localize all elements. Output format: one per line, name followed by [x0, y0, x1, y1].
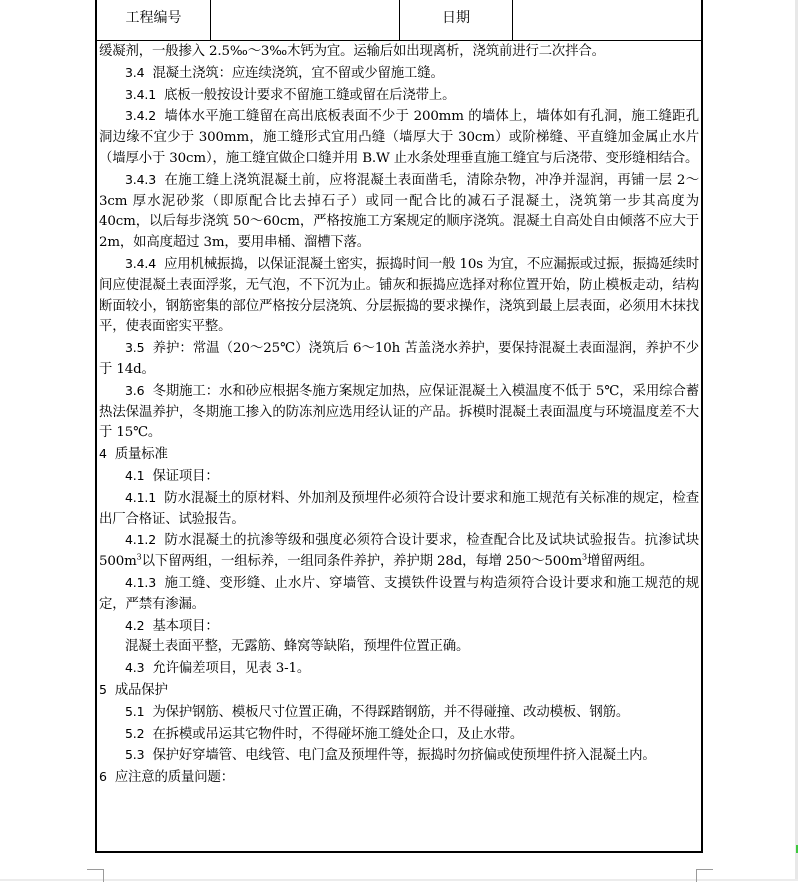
section-text: 保护好穿墙管、电线管、电门盒及预埋件等，振捣时勿挤偏或使预埋件挤入混凝土内。: [152, 748, 656, 764]
section-number: 3.6: [125, 382, 145, 398]
date-label: 日期: [400, 0, 513, 40]
section-text: 防水混凝土的抗渗等级和强度必须符合设计要求，检查配合比及试块试验报告。抗渗试块 500m: [99, 533, 699, 570]
section-4-heading: [99, 444, 699, 466]
section-number: 4.1.1: [125, 489, 157, 505]
section-title: 成品保护: [114, 682, 168, 698]
section-text: 冬期施工：水和砂应根据冬施方案规定加热，应保证混凝土入模温度不低于 5℃，采用综合蓄热法保温养护，冬期施工掺入的防冻剂应选用经认证的产品。拆模时混凝土表面温度与环境温度差不大于 15℃。: [99, 383, 699, 441]
section-number: 3.4.2: [125, 108, 157, 124]
section-3-4-3: [99, 170, 699, 254]
superscript: 3: [582, 552, 587, 562]
section-5-3: [99, 745, 699, 767]
section-4-2-body: 混凝土表面平整，无露筋、蜂窝等缺陷，预埋件位置正确。: [125, 639, 470, 655]
section-number: 3.4.3: [125, 171, 157, 187]
date-field[interactable]: [513, 0, 701, 40]
section-text: 保证项目：: [152, 468, 219, 484]
section-number: 4.1.3: [125, 574, 157, 590]
section-text: 为保护钢筋、模板尺寸位置正确，不得踩踏钢筋，并不得碰撞、改动模板、钢筋。: [152, 704, 630, 720]
section-4-1-3: [99, 573, 699, 616]
page-corner-mark-right: [696, 869, 713, 882]
section-text: 养护：常温（20～25℃）浇筑后 6～10h 苫盖浇水养护，要保持混凝土表面湿润，养护不少于 14d。: [99, 341, 699, 377]
section-number: 5.3: [125, 747, 145, 763]
paragraph: 缓凝剂，一般掺入 2.5‰～3‰木钙为宜。运输后如出现离析，浇筑前进行二次拌合。: [99, 44, 605, 59]
section-6-heading: [99, 767, 699, 789]
section-text: 施工缝、变形缝、止水片、穿墙管、支摸铁件设置与构造须符合设计要求和施工规范的规定，严禁有渗漏。: [99, 575, 699, 612]
page-corner-mark-left: [87, 869, 104, 882]
section-3-6: [99, 381, 699, 444]
section-4-1-2: [99, 530, 699, 573]
superscript: 3: [136, 552, 142, 562]
section-4-2: [99, 616, 699, 638]
section-4-1: [99, 466, 699, 488]
project-no-field[interactable]: [211, 0, 400, 40]
section-5-1: [99, 702, 699, 724]
section-3-4-1: [99, 85, 699, 107]
section-title: 质量标准: [114, 447, 168, 463]
section-text: 基本项目：: [152, 618, 219, 634]
section-text: 底板一般按设计要求不留施工缝或留在后浇带上。: [164, 87, 456, 103]
document-body: [99, 42, 699, 789]
section-number: 5.1: [125, 703, 145, 719]
section-5-heading: [99, 680, 699, 702]
section-number: 4.2: [125, 617, 145, 633]
section-3-4: [99, 63, 699, 85]
section-4-1-1: [99, 488, 699, 531]
section-number: 4.1.2: [125, 532, 157, 548]
section-4-3: [99, 658, 699, 680]
section-number: 5: [99, 681, 107, 697]
section-number: 4.3: [125, 660, 145, 676]
section-5-2: [99, 724, 699, 746]
document-table: [95, 0, 703, 853]
section-text: 允许偏差项目，见表 3-1。: [152, 661, 311, 677]
section-text: 混凝土浇筑：应连续浇筑，宜不留或少留施工缝。: [152, 65, 444, 81]
section-title: 应注意的质量问题：: [114, 770, 234, 786]
section-number: 3.5: [125, 340, 145, 356]
project-no-label: 工程编号: [97, 0, 211, 40]
section-number: 3.4.4: [125, 255, 157, 271]
section-3-4-2: [99, 106, 699, 169]
section-number: 6: [99, 769, 107, 785]
section-text: 增留两组。: [586, 554, 654, 570]
section-3-5: [99, 338, 699, 381]
section-number: 3.4: [125, 64, 145, 80]
section-text: 以下留两组，一组标养，一组同条件养护，养护期 28d，每增 250～500m: [141, 554, 583, 570]
section-text: 墙体水平施工缝留在高出底板表面不少于 200mm 的墙体上，墙体如有孔洞，施工缝距孔洞边缘不宜少于 300mm，施工缝形式宜用凸缝（墙厚大于 30cm）或阶梯缝、平直缝加金属止水片（墙厚小于 30cm），施工缝宜做企口缝并用 B.W 止水条处理垂直施工缝宜与后浇带、变形缝相结合。: [99, 109, 699, 166]
section-number: 4.1: [125, 467, 145, 483]
section-text: 在拆模或吊运其它物件时，不得碰坏施工缝处企口，及止水带。: [152, 726, 524, 742]
header-row: [97, 0, 701, 41]
section-text: 在施工缝上浇筑混凝土前，应将混凝土表面凿毛，清除杂物，冲净并湿润，再铺一层 2～3cm 厚水泥砂浆（即原配合比去掉石子）或同一配合比的减石子混凝土，浇筑第一步其高度为 40cm，以后每步浇筑 50～60cm，严格按施工方案规定的顺序浇筑。混凝土自高处自由倾落不应大于 2m，如高度超过 3m，要用串桶、溜槽下落。: [99, 172, 699, 251]
section-text: 防水混凝土的原材料、外加剂及预埋件必须符合设计要求和施工规范有关标准的规定，检查出厂合格证、试验报告。: [99, 490, 699, 527]
section-number: 5.2: [125, 725, 145, 741]
section-text: 应用机械振捣，以保证混凝土密实，振捣时间一般 10s 为宜，不应漏振或过振，振捣延续时间应使混凝土表面浮浆，无气泡，不下沉为止。铺灰和振捣应选择对称位置开始，防止模板走动，结构断面较小，钢筋密集的部位严格按分层浇筑、分层振捣的要求操作，浇筑到最上层表面，必须用木抹找平，使表面密实平整。: [99, 256, 699, 335]
section-number: 4: [99, 446, 107, 462]
section-number: 3.4.1: [125, 86, 157, 102]
section-3-4-4: [99, 254, 699, 338]
